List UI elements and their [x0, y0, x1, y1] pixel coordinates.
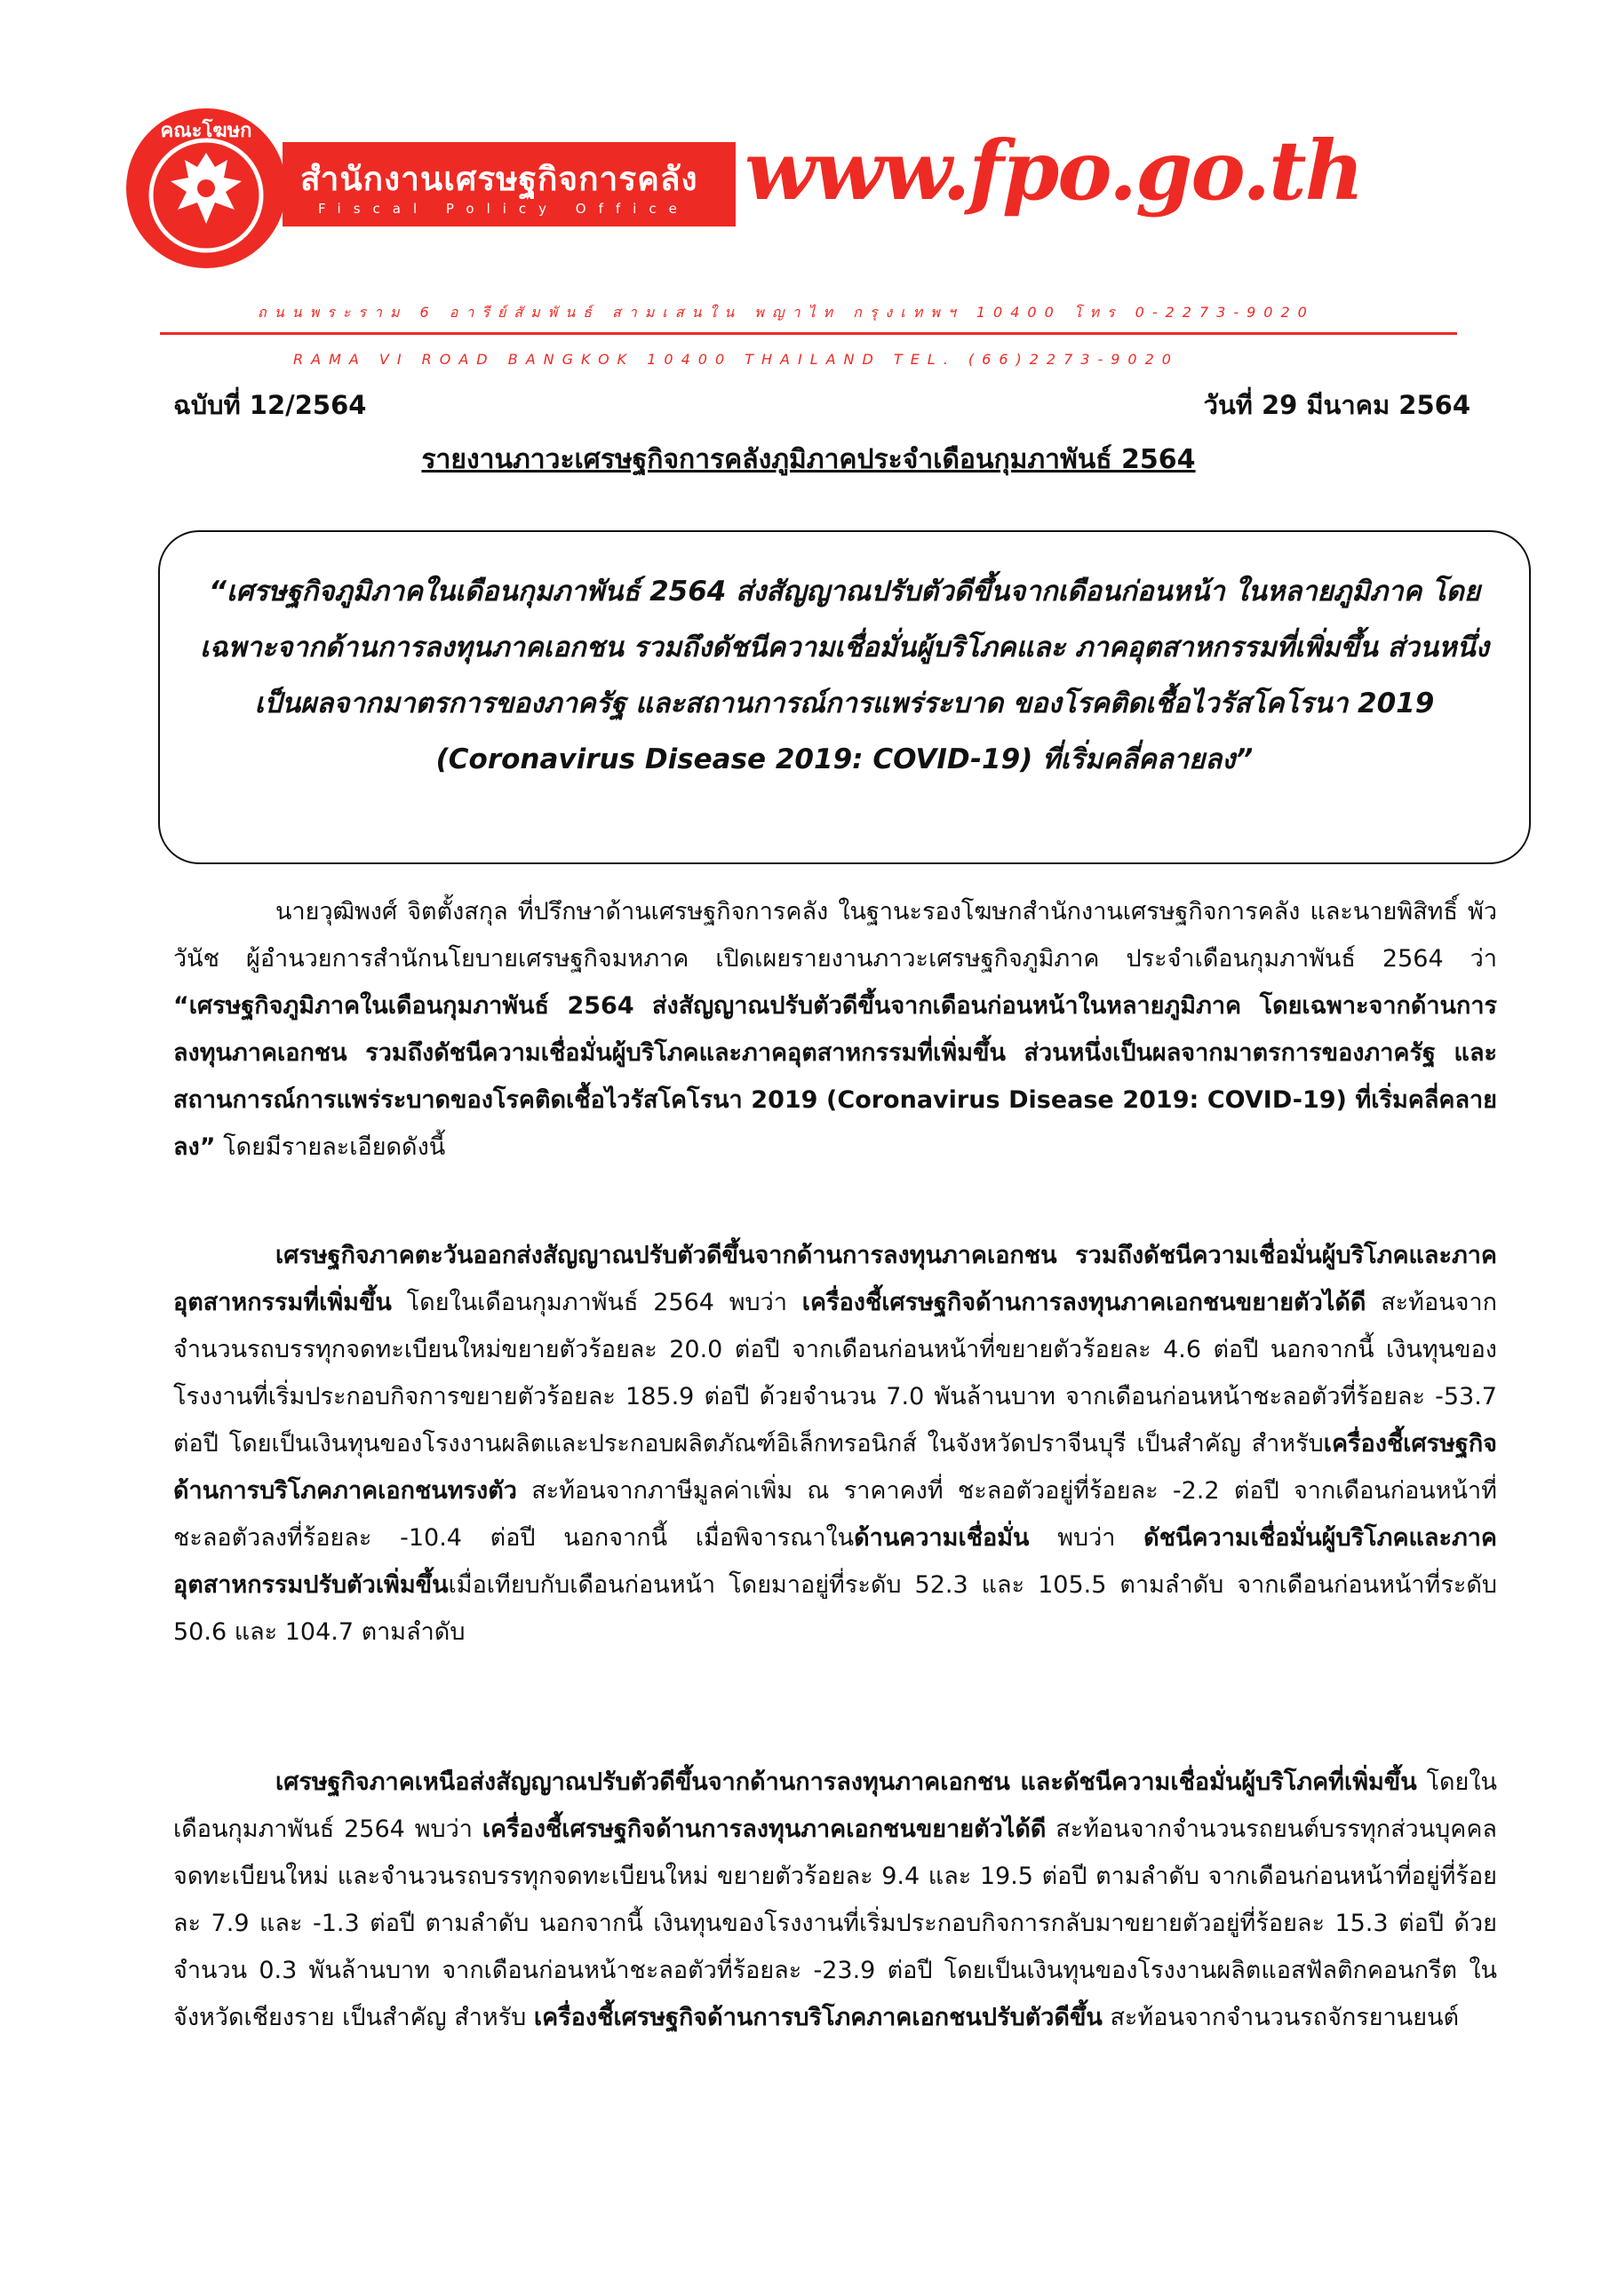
address-th: ถนนพระราม 6 อารีย์สัมพันธ์ สามเสนใน พญาไท กรุงเทพฯ 10400 โทร 0-2273-9020	[258, 304, 1315, 321]
intro-lead: นายวุฒิพงศ์ จิตตั้งสกุล ที่ปรึกษาด้านเศรษฐกิจการคลัง ในฐานะรองโฆษกสำนักงานเศรษฐกิจการคลัง และนายพิสิทธิ์ พัววันัช ผู้อำนวยการสำนักนโยบายเศรษฐกิจมหภาค เปิดเผยรายงานภาวะเศรษฐกิจภูมิภาค ประจำเดือนกุมภาพันธ์ 2564 ว่า	[173, 898, 1497, 973]
east-text-2: สะท้อนจากจำนวนรถบรรทุกจดทะเบียนใหม่ขยายตัวร้อยละ 20.0 ต่อปี จากเดือนก่อนหน้าที่ขยายตัวร้อยละ 4.6 ต่อปี นอกจากนี้ เงินทุนของโรงงานที่เริ่มประกอบกิจการขยายตัวร้อยละ 185.9 ต่อปี ด้วยจำนวน 7.0 พันล้านบาท จากเดือนก่อนหน้าชะลอตัวที่ร้อยละ -53.7 ต่อปี โดยเป็นเงินทุนของโรงงานผลิตและประกอบผลิตภัณฑ์อิเล็กทรอนิกส์ ในจังหวัดปราจีนบุรี เป็นสำคัญ สำหรับ	[173, 1289, 1497, 1458]
north-investment: เครื่องชี้เศรษฐกิจด้านการลงทุนภาคเอกชนขยายตัวได้ดี	[482, 1815, 1047, 1843]
agency-banner	[283, 142, 736, 226]
svg-text:คณะโฆษก: คณะโฆษก	[160, 120, 252, 142]
paragraph-east	[173, 1232, 1497, 1656]
east-confidence-label: ด้านความเชื่อมั่น	[854, 1524, 1030, 1552]
north-text-3: สะท้อนจากจำนวนรถจักรยานยนต์	[1110, 2004, 1460, 2031]
east-confidence: ดัชนีความเชื่อมั่นผู้บริโภคและภาคอุตสาหกรรมปรับตัวเพิ่มขึ้น	[173, 1524, 1497, 1599]
paragraph-north	[173, 1759, 1497, 2041]
fpo-logo	[124, 107, 289, 271]
intro-quote: “เศรษฐกิจภูมิภาคในเดือนกุมภาพันธ์ 2564 ส่งสัญญาณปรับตัวดีขึ้นจากเดือนก่อนหน้าในหลายภูมิภาค โดยเฉพาะจากด้านการลงทุนภาคเอกชน รวมถึงดัชนีความเชื่อมั่นผู้บริโภคและภาคอุตสาหกรรมที่เพิ่มขึ้น ส่วนหนึ่งเป็นผลจากมาตรการของภาครัฐ และสถานการณ์การแพร่ระบาดของโรคติดเชื้อไวรัสโคโรนา 2019 (Coronavirus Disease 2019: COVID-19) ที่เริ่มคลี่คลายลง”	[173, 992, 1497, 1161]
website-link[interactable]: www.fpo.go.th	[745, 123, 1363, 218]
agency-name-th: สำนักงานเศรษฐกิจการคลัง	[300, 160, 698, 198]
north-text-1: โดยในเดือนกุมภาพันธ์ 2564 พบว่า	[173, 1768, 1497, 1843]
east-text-4: พบว่า	[1057, 1524, 1116, 1552]
paragraph-intro	[173, 888, 1497, 1171]
summary-quote: “เศรษฐกิจภูมิภาคในเดือนกุมภาพันธ์ 2564 ส่งสัญญาณปรับตัวดีขึ้นจากเดือนก่อนหน้า ในหลายภูมิภาค โดยเฉพาะจากด้านการลงทุนภาคเอกชน รวมถึงดัชนีความเชื่อมั่นผู้บริโภคและ ภาคอุตสาหกรรมที่เพิ่มขึ้น ส่วนหนึ่งเป็นผลจากมาตรการของภาครัฐ และสถานการณ์การแพร่ระบาด ของโรคติดเชื้อไวรัสโคโรนา 2019 (Coronavirus Disease 2019: COVID-19) ที่เริ่มคลี่คลายลง”	[200, 576, 1489, 775]
header-divider	[160, 332, 1457, 335]
issue-date: วันที่ 29 มีนาคม 2564	[1203, 390, 1470, 420]
east-consumption: เครื่องชี้เศรษฐกิจด้านการบริโภคภาคเอกชนทรงตัว	[173, 1430, 1497, 1505]
east-text-5: เมื่อเทียบกับเดือนก่อนหน้า โดยมาอยู่ที่ระดับ 52.3 และ 105.5 ตามลำดับ จากเดือนก่อนหน้าที่ระดับ 50.6 และ 104.7 ตามลำดับ	[173, 1571, 1497, 1646]
summary-quote-box	[158, 530, 1531, 864]
north-consumption: เครื่องชี้เศรษฐกิจด้านการบริโภคภาคเอกชนปรับตัวดีขึ้น	[533, 2004, 1103, 2031]
agency-name-en: Fiscal Policy Office	[318, 201, 689, 217]
address-en: RAMA VI ROAD BANGKOK 10400 THAILAND TEL. (66)2273-9020	[293, 351, 1179, 368]
issue-number: ฉบับที่ 12/2564	[173, 390, 367, 420]
east-text-3: สะท้อนจากภาษีมูลค่าเพิ่ม ณ ราคาคงที่ ชะลอตัวอยู่ที่ร้อยละ -2.2 ต่อปี จากเดือนก่อนหน้าที่ชะลอตัวลงที่ร้อยละ -10.4 ต่อปี นอกจากนี้ เมื่อพิจารณาใน	[173, 1477, 1497, 1552]
north-heading: เศรษฐกิจภาคเหนือส่งสัญญาณปรับตัวดีขึ้นจากด้านการลงทุนภาคเอกชน และดัชนีความเชื่อมั่นผู้บริโภคที่เพิ่มขึ้น	[275, 1768, 1417, 1796]
east-heading: เศรษฐกิจภาคตะวันออกส่งสัญญาณปรับตัวดีขึ้นจากด้านการลงทุนภาคเอกชน รวมถึงดัชนีความเชื่อมั่นผู้บริโภคและภาคอุตสาหกรรมที่เพิ่มขึ้น	[173, 1242, 1497, 1316]
north-text-2: สะท้อนจากจำนวนรถยนต์บรรทุกส่วนบุคคลจดทะเบียนใหม่ และจำนวนรถบรรทุกจดทะเบียนใหม่ ขยายตัวร้อยละ 9.4 และ 19.5 ต่อปี ตามลำดับ จากเดือนก่อนหน้าที่อยู่ที่ร้อยละ 7.9 และ -1.3 ต่อปี ตามลำดับ นอกจากนี้ เงินทุนของโรงงานที่เริ่มประกอบกิจการกลับมาขยายตัวอยู่ที่ร้อยละ 15.3 ต่อปี ด้วยจำนวน 0.3 พันล้านบาท จากเดือนก่อนหน้าชะลอตัวที่ร้อยละ -23.9 ต่อปี โดยเป็นเงินทุนของโรงงานผลิตแอสฟัลติกคอนกรีต ในจังหวัดเชียงราย เป็นสำคัญ สำหรับ	[173, 1815, 1497, 2031]
report-title: รายงานภาวะเศรษฐกิจการคลังภูมิภาคประจำเดือนกุมภาพันธ์ 2564	[421, 444, 1196, 475]
intro-tail: โดยมีรายละเอียดดังนี้	[223, 1133, 446, 1161]
east-text-1: โดยในเดือนกุมภาพันธ์ 2564 พบว่า	[406, 1289, 787, 1316]
east-investment: เครื่องชี้เศรษฐกิจด้านการลงทุนภาคเอกชนขยายตัวได้ดี	[801, 1289, 1366, 1316]
